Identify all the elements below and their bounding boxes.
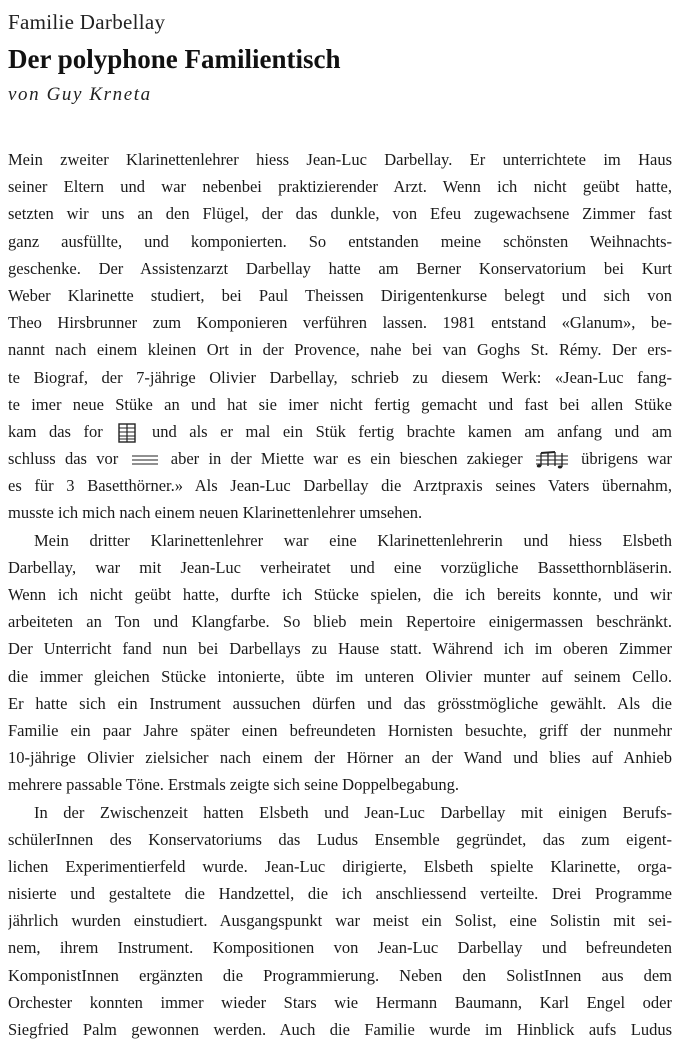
text-line: Theo Hirsbrunner zum Komponieren verführen lassen. 1981 entstand «Glanum», be- xyxy=(8,309,672,336)
text-line: es für 3 Basetthörner.» Als Jean-Luc Darbellay die Arztpraxis seines Vaters übernahm, xyxy=(8,472,672,499)
text-line: setzten wir uns an den Flügel, der das dunkle, von Efeu zugewachsene Zimmer fast xyxy=(8,200,672,227)
paragraph-1 xyxy=(8,146,672,527)
text-line: Darbellay, war mit Jean-Luc verheiratet und eine vorzügliche Bassetthornbläserin. xyxy=(8,554,672,581)
text-line: schülerInnen des Konservatoriums das Ludus Ensemble gegründet, das zum eigent- xyxy=(8,826,672,853)
text-line: Mein zweiter Klarinettenlehrer hiess Jean-Luc Darbellay. Er unterrichtete im Haus xyxy=(8,146,672,173)
text-line: Orchester konnten immer wieder Stars wie Hermann Baumann, Karl Engel oder xyxy=(8,989,672,1016)
text-line: te imer neue Stüke an und hat sie imer nicht fertig gemacht und fast bei allen Stüke xyxy=(8,391,672,418)
text-line: nem, ihrem Instrument. Kompositionen von Jean-Luc Darbellay und befreundeten xyxy=(8,934,672,961)
text-line: te Biograf, der 7-jährige Olivier Darbellay, schrieb zu diesem Werk: «Jean-Luc fang- xyxy=(8,364,672,391)
text-line: In der Zwischenzeit hatten Elsbeth und Jean-Luc Darbellay mit einigen Berufs- xyxy=(8,799,672,826)
text-segment: kam das for xyxy=(8,422,103,441)
text-segment: und als er mal ein Stük fertig brachte kamen am anfang und am xyxy=(152,422,672,441)
music-notes-icon xyxy=(535,451,569,469)
text-line: arbeiteten an Ton und Klangfarbe. So blieb mein Repertoire einigermassen beschränkt. xyxy=(8,608,672,635)
text-line: seiner Eltern und war nebenbei praktizierender Arzt. Wenn ich nicht geübt hatte, xyxy=(8,173,672,200)
text-line: ganz ausfüllte, und komponierten. So entstanden meine schönsten Weihnachts- xyxy=(8,228,672,255)
text-line: Mein dritter Klarinettenlehrer war eine Klarinettenlehrerin und hiess Elsbeth xyxy=(8,527,672,554)
text-line-with-icon xyxy=(8,445,672,472)
music-box-icon xyxy=(118,423,136,443)
article-byline: von Guy Krneta xyxy=(8,84,152,106)
text-line: Der Unterricht fand nun bei Darbellays zu Hause statt. Während ich im oberen Zimmer xyxy=(8,635,672,662)
text-line: jährlich wurden einstudiert. Ausgangspunkt war meist ein Solist, eine Solistin mit sei- xyxy=(8,907,672,934)
text-segment: schluss das vor xyxy=(8,449,118,468)
music-staff-icon xyxy=(131,453,159,467)
text-line: Familie ein paar Jahre später einen befreundeten Hornisten besuchte, griff der nunmehr xyxy=(8,717,672,744)
text-line: 10-jährige Olivier zielsicher nach einem der Hörner an der Wand und blies auf Anhieb xyxy=(8,744,672,771)
text-segment: aber in der Miette war es ein bieschen zakieger xyxy=(171,449,523,468)
paragraph-2 xyxy=(8,527,672,799)
article-title: Der polyphone Familientisch xyxy=(8,44,341,75)
text-line: musste ich mich nach einem neuen Klarinettenlehrer umsehen. xyxy=(8,499,672,526)
text-line: lichen Experimentierfeld wurde. Jean-Luc dirigierte, Elsbeth spielte Klarinette, orga- xyxy=(8,853,672,880)
text-line: Wenn ich nicht geübt hatte, durfte ich Stücke spielen, die ich bereits konnte, und wir xyxy=(8,581,672,608)
text-line: KomponistInnen ergänzten die Programmierung. Neben den SolistInnen aus dem xyxy=(8,962,672,989)
text-line-with-icon xyxy=(8,418,672,445)
text-segment: übrigens war xyxy=(581,449,672,468)
text-line: nannt nach einem kleinen Ort in der Provence, nahe bei van Goghs St. Rémy. Der ers- xyxy=(8,336,672,363)
text-line: Er hatte sich ein Instrument aussuchen dürfen und das grösstmögliche gewählt. Als die xyxy=(8,690,672,717)
article-body xyxy=(8,146,672,1043)
text-line: mehrere passable Töne. Erstmals zeigte sich seine Doppelbegabung. xyxy=(8,771,672,798)
section-kicker: Familie Darbellay xyxy=(8,10,165,35)
text-line: die immer gleichen Stücke intonierte, übte im unteren Olivier munter auf seinem Cello. xyxy=(8,663,672,690)
paragraph-3 xyxy=(8,799,672,1043)
text-line: geschenke. Der Assistenzarzt Darbellay hatte am Berner Konservatorium bei Kurt xyxy=(8,255,672,282)
text-line: Siegfried Palm gewonnen werden. Auch die Familie wurde im Hinblick aufs Ludus xyxy=(8,1016,672,1043)
text-line: nisierte und gestaltete die Handzettel, die ich anschliessend verteilte. Drei Programme xyxy=(8,880,672,907)
text-line: Weber Klarinette studiert, bei Paul Theissen Dirigentenkurse belegt und sich von xyxy=(8,282,672,309)
